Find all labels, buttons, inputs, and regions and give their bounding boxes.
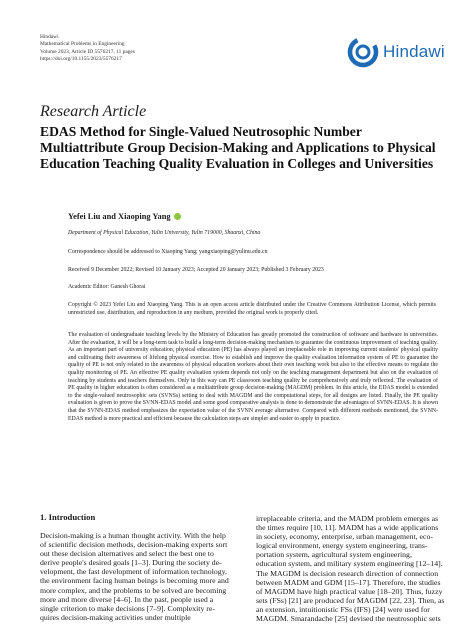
- text-line: Decision-making is a human thought activity. With the help: [40, 531, 226, 540]
- text-line: education system, and military system engineering [12–14].: [256, 559, 443, 569]
- text-line: more complex, and the problems to be solved are becoming: [40, 585, 227, 595]
- text-line: between MADM and GDM [15–17]. Therefore, the studies: [256, 577, 441, 587]
- author-names: Yefei Liu and Xiaoping Yang: [68, 212, 171, 221]
- journal-name: Mathematical Problems in Engineering: [40, 41, 125, 48]
- journal-doi[interactable]: https://doi.org/10.1155/2023/5576217: [40, 55, 122, 62]
- intro-column-right: [256, 514, 444, 623]
- article-authors: [68, 212, 181, 221]
- article-title: EDAS Method for Single-Valued Neutrosophic Number Multiattribute Group Decision-Making and Applications to Physical Education Teaching Quality Evaluation in Colleges and Universities: [40, 124, 436, 172]
- article-type: Research Article: [40, 103, 147, 120]
- publisher-logo-text: Hindawi: [383, 42, 445, 61]
- abstract: The evaluation of undergraduate teaching levels by the Ministry of Education has greatly promoted the construction of software and hardware in universities. After the evaluation, it will be a long-term task to build a long-term decision-making mechanism to guarantee the continuous improvement of teaching quality. As an important part of university education, physical education (PE) has always played an irreplaceable role in improving current students' physical quality and cultivating their awareness of lifelong physical exercise. How to establish and improve the quality evaluation information system of PE to guarantee the quality of PE is not only related to the awareness of physical education workers about their own teaching work but also to the effective means to regulate the quality monitoring of PE. An effective PE quality evaluation system depends not only on the teaching management department but also on the evaluation of teaching by students and teachers themselves. Only in this way can PE classroom teaching quality be comprehensively and truly reflected. The evaluation of PE quality in higher education is often considered as a multiattribute group decision-making (MAGDM) problem. In this article, the EDAS model is extended to the single-valued neutrosophic sets (SVNSs) setting to deal with MAGDM and the computational steps, for all designs are listed. Finally, the PE quality evaluation is given to prove the SVNN-EDAS model and some good comparative analysis is done to demonstrate the advantages of SVNN-EDAS. It is shown that the SVNN-EDAS method emphasizes the expectation value of the SVNN average alternative. Compared with different methods mentioned, the SVNN-EDAS method is more practical and efficient because the calculation steps are simpler and easier to apply in practice.: [68, 332, 438, 422]
- journal-volume: Volume 2023, Article ID 5576217, 11 pages: [40, 48, 135, 55]
- text-line: The MAGDM is decision research direction of connection: [256, 568, 439, 578]
- journal-meta: [40, 34, 135, 63]
- text-line: velopment, the fast development of information technology,: [40, 567, 228, 577]
- text-line: of scientific decision methods, decision-making experts sort: [40, 540, 228, 550]
- text-line: logical environment, energy system engineering, trans-: [256, 541, 428, 551]
- text-line: of MAGDM have high practical value [18–20]. Thus, fuzzy: [256, 586, 443, 596]
- orcid-icon[interactable]: [174, 213, 181, 220]
- text-line: MAGDM. Smarandache [25] devised the neutrosophic sets: [256, 614, 441, 624]
- publication-dates: Received 9 December 2022; Revised 10 January 2023; Accepted 20 January 2023; Published 3 February 2023: [68, 267, 324, 273]
- text-line: in society, economy, enterprise, urban management, eco-: [256, 532, 433, 542]
- text-line: the environment facing human beings is becoming more and: [40, 576, 229, 586]
- text-line: an extension, intuitionistic FSs (IFS) [24] were used for: [256, 604, 430, 614]
- text-line: more and more diverse [4–6]. In the past, people used a: [40, 594, 214, 604]
- text-line: single criterion to make decisions [7–9]. Complexity re-: [40, 603, 215, 613]
- correspondence: Correspondence should be addressed to Xiaoping Yang; yangxiaoping@yulinu.edu.cn: [68, 249, 268, 255]
- text-line: derive people's desired goals [1–3]. During the society de-: [40, 558, 222, 568]
- text-line: the times require [10, 11]. MADM has a wide applications: [256, 523, 439, 533]
- section-heading: 1. Introduction: [40, 512, 96, 522]
- text-line: out these decision alternatives and select the best one to: [40, 549, 214, 559]
- journal-publisher: Hindawi: [40, 34, 59, 40]
- academic-editor: Academic Editor: Ganesh Ghorai: [68, 284, 146, 290]
- text-line: portation system, agricultural system engineering,: [256, 550, 412, 560]
- publisher-logo: [347, 36, 445, 68]
- text-line: quires decision-making activities under multiple: [40, 612, 191, 622]
- text-line: irreplaceable criteria, and the MADM problem emerges as: [256, 514, 439, 523]
- text-line: sets (FSs) [21] are produced for MAGDM [22, 23]. Then, as: [256, 595, 445, 605]
- author-affiliation: Department of Physical Education, Yulin University, Yulin 719000, Shaanxi, China: [68, 230, 261, 236]
- hindawi-logo-icon: [347, 36, 379, 68]
- copyright-notice: Copyright © 2023 Yefei Liu and Xiaoping Yang. This is an open access article distributed under the Creative Commons Attribution License, which permits unrestricted use, distribution, and reproduction in any medium, provided the original work is properly cited.: [68, 302, 436, 316]
- intro-column-left: [40, 531, 230, 622]
